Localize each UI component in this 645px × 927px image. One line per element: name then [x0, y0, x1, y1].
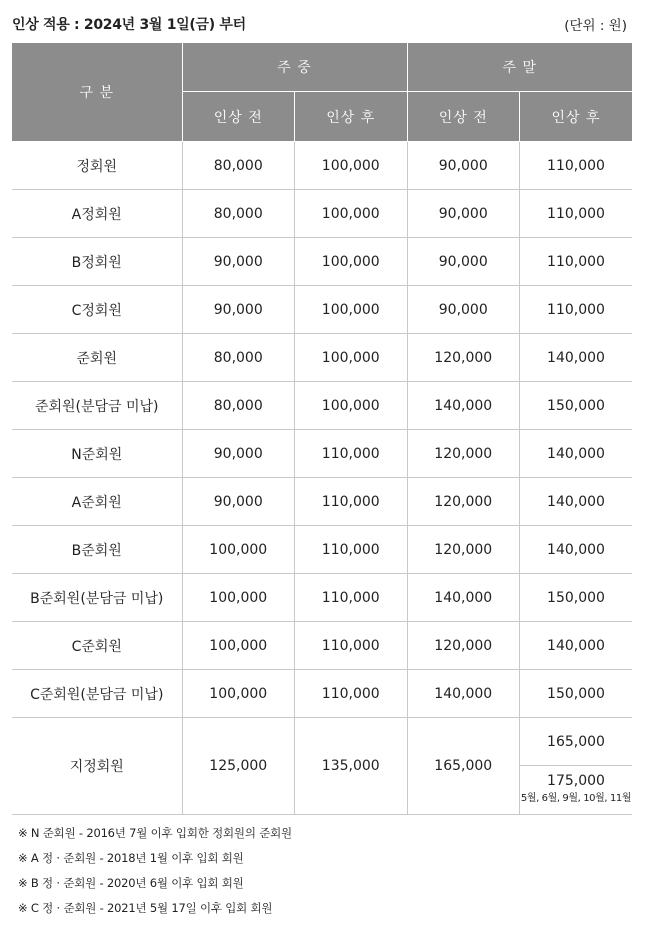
- weekend-before: 140,000: [407, 670, 520, 718]
- weekend-after: 110,000: [520, 142, 633, 190]
- member-type: N준회원: [12, 430, 182, 478]
- weekend-before: 90,000: [407, 142, 520, 190]
- table-row: [12, 238, 632, 286]
- weekday-after-header: 인상 후: [295, 92, 408, 142]
- weekend-after: 110,000: [520, 238, 633, 286]
- member-type: B정회원: [12, 238, 182, 286]
- weekend-before: 140,000: [407, 382, 520, 430]
- fee-table: [12, 42, 632, 815]
- member-type: B준회원: [12, 526, 182, 574]
- footnote: ※ B 정 · 준회원 - 2020년 6월 이후 입회 회원: [18, 876, 244, 890]
- table-row: [12, 334, 632, 382]
- weekday-before: 90,000: [182, 478, 295, 526]
- weekend-before: 120,000: [407, 622, 520, 670]
- weekday-after: 110,000: [295, 670, 408, 718]
- weekday-after: 110,000: [295, 526, 408, 574]
- weekend-after: 110,000: [520, 190, 633, 238]
- weekday-after: 100,000: [295, 334, 408, 382]
- member-type: C준회원(분담금 미납): [12, 670, 182, 718]
- weekday-after: 110,000: [295, 478, 408, 526]
- weekday-after: 100,000: [295, 286, 408, 334]
- weekday-before: 80,000: [182, 142, 295, 190]
- weekday-before: 90,000: [182, 238, 295, 286]
- table-row: [12, 526, 632, 574]
- table-row-designated: [12, 718, 632, 766]
- footnote: ※ N 준회원 - 2016년 7월 이후 입회한 정회원의 준회원: [18, 826, 292, 840]
- member-type: 준회원: [12, 334, 182, 382]
- weekend-after: 140,000: [520, 622, 633, 670]
- table-row: [12, 670, 632, 718]
- member-type: C정회원: [12, 286, 182, 334]
- table-row: [12, 142, 632, 190]
- weekday-before: 100,000: [182, 670, 295, 718]
- weekday-before-header: 인상 전: [182, 92, 295, 142]
- member-type: 지정회원: [12, 718, 182, 815]
- weekend-before: 90,000: [407, 190, 520, 238]
- member-type: C준회원: [12, 622, 182, 670]
- weekday-header: 주 중: [182, 43, 407, 92]
- weekend-before: 165,000: [407, 718, 520, 815]
- weekday-before: 90,000: [182, 286, 295, 334]
- weekend-after: 140,000: [520, 478, 633, 526]
- weekend-after: 150,000: [520, 574, 633, 622]
- weekday-before: 80,000: [182, 190, 295, 238]
- weekend-before: 120,000: [407, 334, 520, 382]
- member-type: A정회원: [12, 190, 182, 238]
- weekday-after: 110,000: [295, 622, 408, 670]
- table-row: [12, 574, 632, 622]
- weekend-before: 120,000: [407, 478, 520, 526]
- weekend-after: 150,000: [520, 382, 633, 430]
- unit-label: (단위 : 원): [564, 18, 627, 34]
- weekend-after-peak: [520, 766, 633, 815]
- weekend-before: 140,000: [407, 574, 520, 622]
- weekday-before: 80,000: [182, 382, 295, 430]
- weekday-after: 100,000: [295, 142, 408, 190]
- weekend-after: 140,000: [520, 430, 633, 478]
- table-row: [12, 478, 632, 526]
- weekday-after: 110,000: [295, 574, 408, 622]
- table-row: [12, 430, 632, 478]
- table-row: [12, 286, 632, 334]
- weekday-before: 125,000: [182, 718, 295, 815]
- weekday-before: 90,000: [182, 430, 295, 478]
- page-header: [0, 0, 645, 42]
- weekday-after: 135,000: [295, 718, 408, 815]
- table-row: [12, 382, 632, 430]
- footnote: ※ A 정 · 준회원 - 2018년 1월 이후 입회 회원: [18, 851, 244, 865]
- footnotes: [18, 826, 292, 926]
- weekend-after-header: 인상 후: [520, 92, 633, 142]
- weekday-before: 80,000: [182, 334, 295, 382]
- weekday-after: 100,000: [295, 238, 408, 286]
- weekend-before: 90,000: [407, 238, 520, 286]
- weekend-before: 120,000: [407, 526, 520, 574]
- weekend-after-regular: 165,000: [520, 718, 633, 766]
- member-type: A준회원: [12, 478, 182, 526]
- table-row: [12, 190, 632, 238]
- weekday-after: 100,000: [295, 382, 408, 430]
- weekend-after: 110,000: [520, 286, 633, 334]
- table-row: [12, 622, 632, 670]
- weekend-before-header: 인상 전: [407, 92, 520, 142]
- member-type: 준회원(분담금 미납): [12, 382, 182, 430]
- weekend-after: 140,000: [520, 526, 633, 574]
- weekend-header: 주 말: [407, 43, 632, 92]
- footnote: ※ C 정 · 준회원 - 2021년 5월 17일 이후 입회 회원: [18, 901, 273, 915]
- peak-months: 5월, 6월, 9월, 10월, 11월: [520, 793, 632, 804]
- weekend-after: 150,000: [520, 670, 633, 718]
- peak-price: 175,000: [547, 773, 605, 789]
- weekday-after: 100,000: [295, 190, 408, 238]
- member-type: 정회원: [12, 142, 182, 190]
- weekend-before: 120,000: [407, 430, 520, 478]
- weekend-after: 140,000: [520, 334, 633, 382]
- weekday-before: 100,000: [182, 574, 295, 622]
- weekday-before: 100,000: [182, 526, 295, 574]
- effective-date: 인상 적용 : 2024년 3월 1일(금) 부터: [12, 17, 246, 33]
- member-type: B준회원(분담금 미납): [12, 574, 182, 622]
- category-header: 구 분: [12, 43, 182, 142]
- weekend-before: 90,000: [407, 286, 520, 334]
- weekday-before: 100,000: [182, 622, 295, 670]
- weekday-after: 110,000: [295, 430, 408, 478]
